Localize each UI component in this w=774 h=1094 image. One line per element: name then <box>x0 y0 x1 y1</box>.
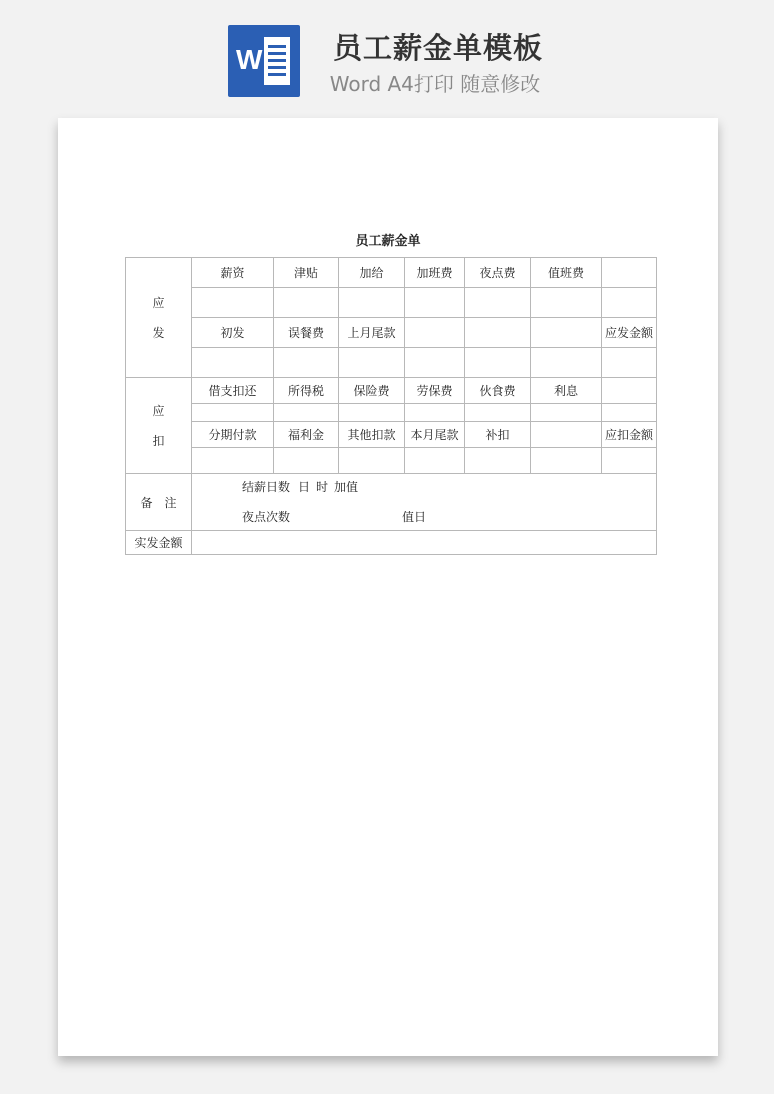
table-cell[interactable]: 误餐费 <box>274 318 339 348</box>
salary-table <box>125 257 657 555</box>
table-cell[interactable] <box>274 348 339 378</box>
table-cell[interactable]: 其他扣款 <box>339 422 405 448</box>
table-row <box>126 318 657 348</box>
table-cell[interactable] <box>465 348 531 378</box>
table-row <box>126 378 657 404</box>
remark-text: 时 <box>316 480 329 494</box>
table-cell[interactable] <box>405 404 465 422</box>
section-deduct-label: 应 扣 <box>126 378 192 474</box>
document-page <box>58 118 718 1056</box>
table-cell[interactable] <box>405 288 465 318</box>
table-cell[interactable] <box>339 404 405 422</box>
remark-label: 备 注 <box>126 474 192 531</box>
table-cell[interactable] <box>192 348 274 378</box>
table-cell[interactable]: 加给 <box>339 258 405 288</box>
table-row <box>126 258 657 288</box>
document-title: 员工薪金单 <box>355 234 421 249</box>
page-title: 员工薪金单模板 <box>332 31 543 65</box>
table-cell[interactable]: 补扣 <box>465 422 531 448</box>
remark-text: 结薪日数 <box>242 480 291 494</box>
table-cell[interactable] <box>339 348 405 378</box>
table-cell[interactable]: 劳保费 <box>405 378 465 404</box>
logo-letter: W <box>236 44 263 75</box>
table-cell[interactable]: 加班费 <box>405 258 465 288</box>
table-row <box>126 531 657 555</box>
table-cell[interactable] <box>602 448 657 474</box>
table-cell[interactable]: 福利金 <box>274 422 339 448</box>
table-cell[interactable] <box>531 348 602 378</box>
table-cell[interactable] <box>339 288 405 318</box>
table-cell[interactable] <box>192 404 274 422</box>
table-cell[interactable] <box>274 288 339 318</box>
table-cell[interactable] <box>465 318 531 348</box>
table-row <box>126 404 657 422</box>
table-cell[interactable] <box>405 448 465 474</box>
table-cell[interactable] <box>531 448 602 474</box>
table-cell[interactable]: 夜点费 <box>465 258 531 288</box>
section-payable-label: 应 发 <box>126 258 192 378</box>
watermark <box>89 448 117 482</box>
table-cell[interactable] <box>192 448 274 474</box>
table-cell[interactable] <box>602 258 657 288</box>
table-cell[interactable]: 分期付款 <box>192 422 274 448</box>
table-cell[interactable]: 初发 <box>192 318 274 348</box>
remark-text: 日 <box>298 480 311 494</box>
table-cell[interactable] <box>531 422 602 448</box>
table-cell[interactable] <box>465 288 531 318</box>
table-cell[interactable] <box>274 448 339 474</box>
table-cell[interactable] <box>602 378 657 404</box>
table-cell[interactable]: 值班费 <box>531 258 602 288</box>
table-cell[interactable] <box>274 404 339 422</box>
table-cell[interactable]: 借支扣还 <box>192 378 274 404</box>
remark-text: 值日 <box>402 510 427 524</box>
table-cell[interactable]: 应发金额 <box>602 318 657 348</box>
table-cell[interactable]: 应扣金额 <box>602 422 657 448</box>
table-cell[interactable]: 本月尾款 <box>405 422 465 448</box>
header <box>0 0 774 110</box>
table-row <box>126 348 657 378</box>
table-row <box>126 422 657 448</box>
table-cell[interactable]: 所得税 <box>274 378 339 404</box>
table-cell[interactable] <box>339 448 405 474</box>
actual-amount-label: 实发金额 <box>126 531 192 555</box>
remark-text: 加值 <box>334 480 359 494</box>
word-logo-icon <box>228 25 300 97</box>
table-cell[interactable] <box>531 404 602 422</box>
table-cell[interactable] <box>192 288 274 318</box>
table-cell[interactable] <box>602 288 657 318</box>
table-cell[interactable]: 薪资 <box>192 258 274 288</box>
table-cell[interactable]: 保险费 <box>339 378 405 404</box>
table-cell[interactable] <box>531 288 602 318</box>
table-cell[interactable]: 上月尾款 <box>339 318 405 348</box>
table-cell[interactable] <box>465 404 531 422</box>
table-cell[interactable]: 伙食费 <box>465 378 531 404</box>
table-row <box>126 288 657 318</box>
table-cell[interactable] <box>531 318 602 348</box>
table-cell[interactable]: 利息 <box>531 378 602 404</box>
table-cell[interactable] <box>405 348 465 378</box>
remark-content[interactable] <box>192 474 657 531</box>
actual-amount-value[interactable] <box>192 531 657 555</box>
table-row <box>126 474 657 531</box>
table-cell[interactable] <box>602 404 657 422</box>
table-cell[interactable] <box>405 318 465 348</box>
remark-text: 夜点次数 <box>242 510 291 524</box>
table-cell[interactable] <box>465 448 531 474</box>
table-row <box>126 448 657 474</box>
table-cell[interactable]: 津贴 <box>274 258 339 288</box>
page-subtitle: Word A4打印 随意修改 <box>329 72 541 96</box>
table-cell[interactable] <box>602 348 657 378</box>
